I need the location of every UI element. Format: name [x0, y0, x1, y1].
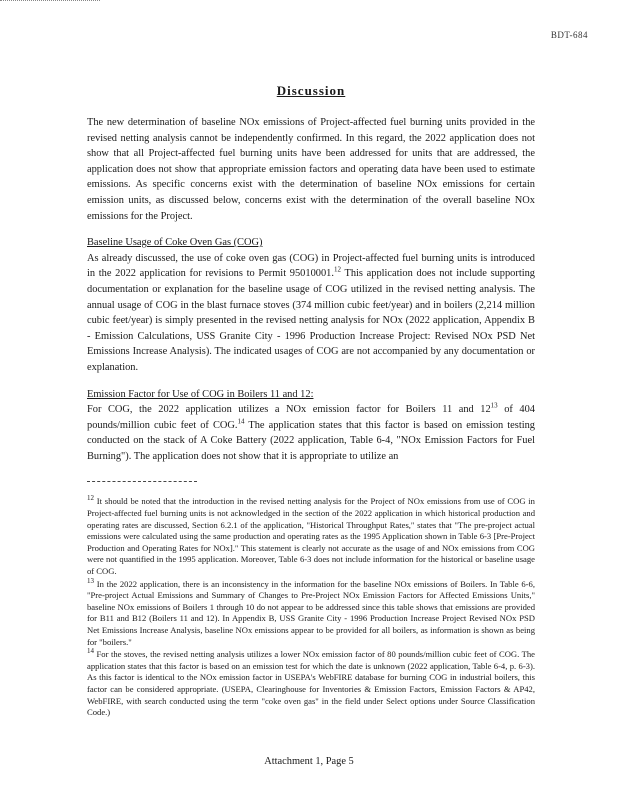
footnote-number: 12: [87, 494, 94, 503]
footnote-14: [87, 649, 535, 719]
cog-usage-text-1: As already discussed, the use of coke oven gas (COG) in Project-affected fuel burning units is introduced in the 2022 application for revisions to Permit 95010001.: [87, 252, 535, 280]
emission-factor-text-3: The application states that this factor is based on emission testing conducted on the stack of A Coke Battery (2022 application, Table 6-4, "NOx Emission Factors for Fuel Burning"). The application does not show that it is appropriate to utilize an: [87, 419, 535, 462]
footnote-text: In the 2022 application, there is an inconsistency in the information for the baseline NOx emissions of Boilers. In Table 6-6, "Pre-project Actual Emissions and Summary of Changes to Pre-Project NOx Emission Factors for Affected Emissions Units," baseline NOx emissions of Boilers 1 through 10 do not appear to be addressed since this table shows that emissions are provided for B11 and B12 (Boilers 11 and 12). In Appendix B, USS Granite City - 1996 Production Increase Project Revised NOx PSD Net Emissions Increase Analysis, baseline NOx emissions appear to be provided for all boilers, as information is shown as being for "boilers.": [87, 578, 535, 647]
page-title: Discussion: [276, 83, 346, 98]
cog-usage-paragraph: [87, 251, 535, 376]
footnote-ref-12: 12: [333, 265, 341, 274]
footnotes: [87, 496, 535, 718]
footnote-13: [87, 576, 535, 649]
document-id: BDT-684: [550, 30, 588, 40]
footnote-ref-13: 13: [490, 401, 498, 410]
emission-factor-text-1: For COG, the 2022 application utilizes a NOx emission factor for Boilers 11 and 12: [87, 404, 491, 416]
footnote-ref-14: 14: [237, 417, 245, 426]
scan-top-marks: [0, 0, 100, 7]
page-footer: Attachment 1, Page 5: [264, 756, 354, 767]
section-heading-emission-factor: Emission Factor for Use of COG in Boilers 11 and 12:: [87, 388, 314, 400]
footnote-text: For the stoves, the revised netting analysis utilizes a lower NOx emission factor of 80 pounds/million cubic feet of COG. The application states that this factor is based on an emission test for which the date is unknown (2022 application, Table 6-4, p. 6-3). As this factor is identical to the NOx emission factor in USEPA's WebFIRE database for burning COG in industrial boilers, this factor can be considered appropriate. (USEPA, Clearinghouse for Inventories & Emission Factors, Emission Factors & AP42, WebFIRE, with search conducted using the term "coke oven gas" in the field under Select options under Source Classification Code.): [87, 649, 535, 718]
cog-usage-text-2: This application does not include supporting documentation or explanation for the baseline usage of COG utilized in the revised netting analysis. The annual usage of COG in the blast furnace stoves (374 million cubic feet/year) and in boilers (2,214 million cubic feet/year) is simply presented in the revised netting analysis for NOx (2022 application, Appendix B - Emission Calculations, USS Granite City - 1996 Production Increase Project: Revised NOx PSD Net Emissions Increase Analysis). The indicated usages of COG are not accompanied by any documentation or explanation.: [87, 268, 535, 373]
footnote-12: [87, 496, 535, 577]
footnote-separator: [87, 481, 197, 482]
emission-factor-text-2: of 404 pounds/million cubic feet of COG.: [87, 404, 535, 431]
document-page: [87, 83, 535, 720]
footnote-text: It should be noted that the introduction in the revised netting analysis for the Project of NOx emissions from use of COG in Project-affected fuel burning units is not acknowledged in the section of the 2022 application in which historical production and operating rates are discussed, Section 6.2.1 of the application, "Historical Throughput Rates," states that "The pre-project actual emissions were calculated using the same production and operating rates as the 1995 Application shown in Table 6-3 [Pre-Project Production and Operating Rates for NOx]." This statement is clearly not accurate as the usage of and NOx emissions from COG were not quantified in the 1995 application. Moreover, Table 6-3 does not include information for the historical or baseline usage of COG.: [87, 496, 535, 577]
footnote-number: 13: [87, 576, 94, 585]
emission-factor-paragraph: [87, 402, 535, 464]
intro-paragraph: The new determination of baseline NOx emissions of Project-affected fuel burning units provided in the revised netting analysis cannot be independently confirmed. In this regard, the 2022 application does not show that all Project-affected fuel burning units have been addressed for units that are addressed, the application does not show that appropriate emission factors and operating data have been used to estimate emissions. As specific concerns exist with the determination of baseline NOx emissions for certain emission units, as discussed below, concerns exist with the determination of the overall baseline NOx emissions for the Project.: [87, 117, 535, 222]
footnote-number: 14: [87, 647, 94, 656]
section-heading-cog-usage: Baseline Usage of Coke Oven Gas (COG): [87, 237, 263, 249]
